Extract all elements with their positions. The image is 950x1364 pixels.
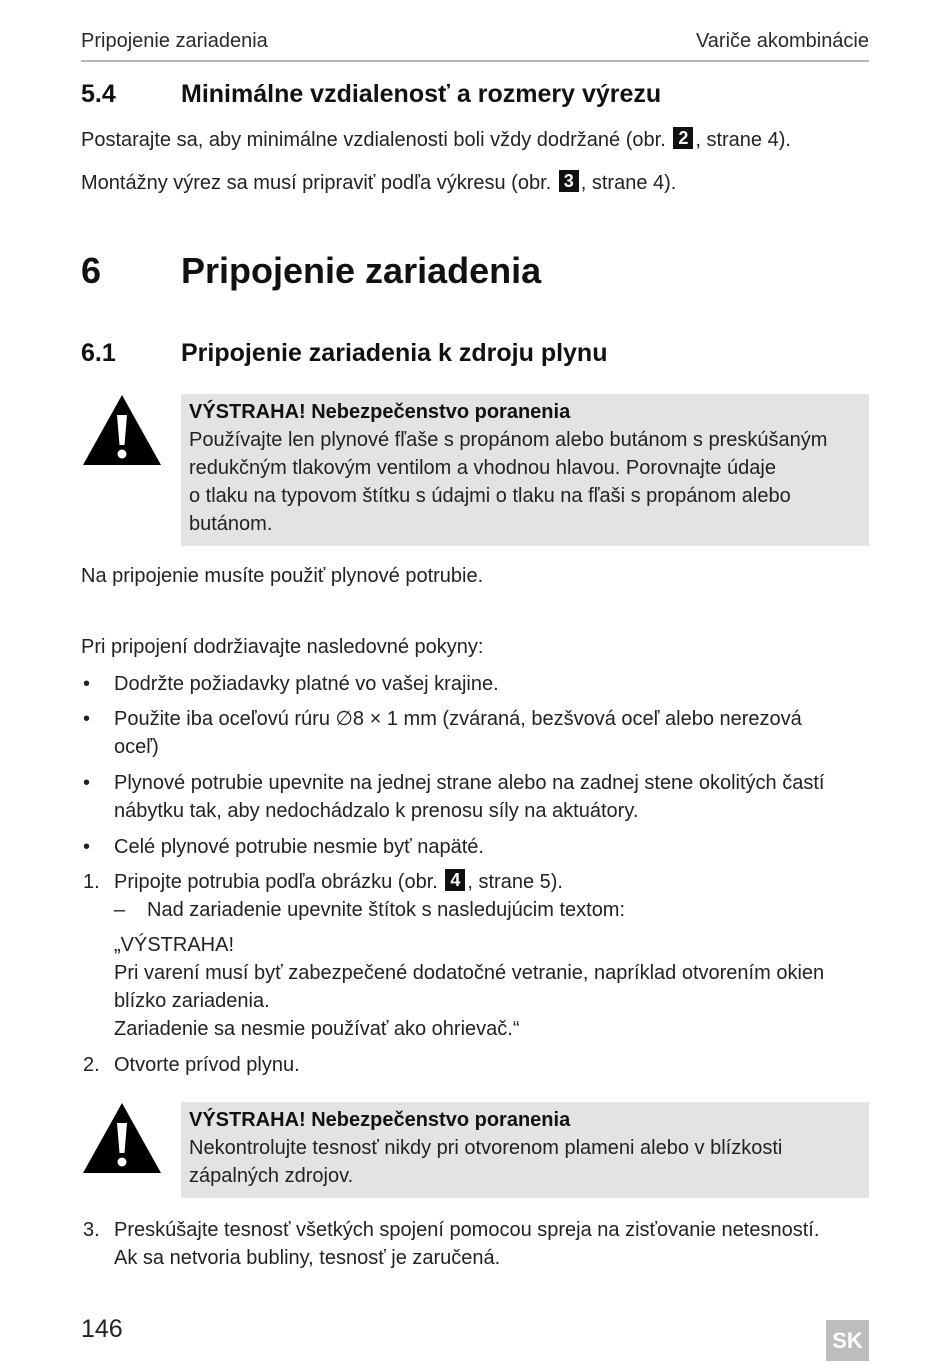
chapter-title: Pripojenie zariadenia [181, 250, 542, 291]
step-text: Otvorte prívod plynu. [114, 1054, 300, 1076]
step-text [114, 868, 869, 896]
section-heading-6-1 [81, 339, 869, 373]
list-item-text: oceľ) [114, 736, 159, 758]
warning-line: Používajte len plynové fľaše s propánom alebo butánom s preskúšaným [189, 429, 828, 451]
bullet-mark: • [83, 772, 91, 794]
paragraph-pipes: Na pripojenie musíte použiť plynové potrubie. [81, 565, 484, 587]
quote-line: „VÝSTRAHA! [114, 934, 235, 956]
step-3 [81, 1216, 869, 1272]
paragraph-text: Postarajte sa, aby minimálne vzdialenosti boli vždy dodržané (obr. [81, 129, 666, 151]
list-item [81, 769, 869, 825]
quote-line: blízko zariadenia. [114, 990, 270, 1012]
paragraph-instructions: Pri pripojení dodržiavajte nasledovné pokyny: [81, 636, 484, 658]
warning-line: zápalných zdrojov. [189, 1165, 354, 1187]
running-header-left: Pripojenie zariadenia [81, 30, 268, 52]
warning-line: o tlaku na typovom štítku s údajmi o tlaku na fľaši s propánom alebo [189, 485, 791, 507]
sub-item-text: Nad zariadenie upevnite štítok s nasledujúcim textom: [147, 899, 626, 921]
section-number: 6.1 [81, 339, 116, 367]
section-number: 5.4 [81, 80, 116, 108]
list-item-text: Celé plynové potrubie nesmie byť napäté. [114, 836, 484, 858]
warning-box [181, 1102, 869, 1198]
step-number: 3. [83, 1219, 100, 1241]
step-text: Ak sa netvoria bubliny, tesnosť je zaručená. [114, 1247, 501, 1269]
section-title: Pripojenie zariadenia k zdroju plynu [181, 339, 608, 367]
step-text: Preskúšajte tesnosť všetkých spojení pomocou spreja na zisťovanie netesností. [114, 1219, 820, 1241]
header-divider [81, 60, 869, 62]
figure-ref-badge: 2 [673, 127, 693, 149]
section-title: Minimálne vzdialenosť a rozmery výrezu [181, 80, 662, 108]
paragraph-cutout [81, 170, 676, 195]
language-badge: SK [826, 1320, 869, 1361]
step-number: 1. [83, 871, 100, 893]
figure-ref-badge: 4 [445, 869, 465, 891]
warning-line: Nekontrolujte tesnosť nikdy pri otvorenom plameni alebo v blízkosti [189, 1137, 783, 1159]
warning-triangle-icon [81, 393, 163, 467]
figure-ref-badge: 3 [559, 170, 579, 192]
dash-mark: – [114, 899, 126, 921]
warning-line: redukčným tlakovým ventilom a vhodnou hlavou. Porovnajte údaje [189, 457, 776, 479]
warning-triangle-icon [81, 1101, 163, 1175]
chapter-heading-6 [81, 250, 869, 296]
paragraph-text: , strane 4). [695, 129, 791, 151]
quote-line: Zariadenie sa nesmie používať ako ohrievač.“ [114, 1018, 520, 1040]
paragraph-min-distance [81, 127, 791, 152]
list-item-text: nábytku tak, aby nedochádzalo k prenosu síly na aktuátory. [114, 800, 639, 822]
paragraph-text: Montážny výrez sa musí pripraviť podľa výkresu (obr. [81, 172, 552, 194]
list-item [81, 705, 869, 761]
page-number: 146 [81, 1315, 123, 1343]
step-number: 2. [83, 1054, 100, 1076]
warning-box [181, 394, 869, 546]
warning-title: VÝSTRAHA! Nebezpečenstvo poranenia [189, 1109, 571, 1131]
step-2 [81, 1051, 869, 1079]
chapter-number: 6 [81, 250, 102, 291]
list-item-text: Použite iba oceľovú rúru ∅8 × 1 mm (zváraná, bezšvová oceľ alebo nerezová [114, 708, 802, 730]
bullet-mark: • [83, 708, 91, 730]
list-item [81, 670, 869, 698]
quoted-label-text [114, 931, 869, 1043]
list-item [81, 833, 869, 861]
bullet-mark: • [83, 673, 91, 695]
step-text-part: , strane 5). [467, 871, 563, 893]
running-header-right: Variče akombinácie [695, 30, 869, 52]
list-item-text: Plynové potrubie upevnite na jednej strane alebo na zadnej stene okolitých častí [114, 772, 825, 794]
step-1 [81, 868, 869, 1038]
section-heading-5-4 [81, 80, 869, 114]
step-text-part: Pripojte potrubia podľa obrázku (obr. [114, 871, 438, 893]
warning-title: VÝSTRAHA! Nebezpečenstvo poranenia [189, 401, 571, 423]
sub-item [114, 896, 869, 924]
warning-line: butánom. [189, 513, 273, 535]
paragraph-text: , strane 4). [580, 172, 677, 194]
list-item-text: Dodržte požiadavky platné vo vašej krajine. [114, 673, 499, 695]
quote-line: Pri varení musí byť zabezpečené dodatočné vetranie, napríklad otvorením okien [114, 962, 825, 984]
bullet-mark: • [83, 836, 91, 858]
